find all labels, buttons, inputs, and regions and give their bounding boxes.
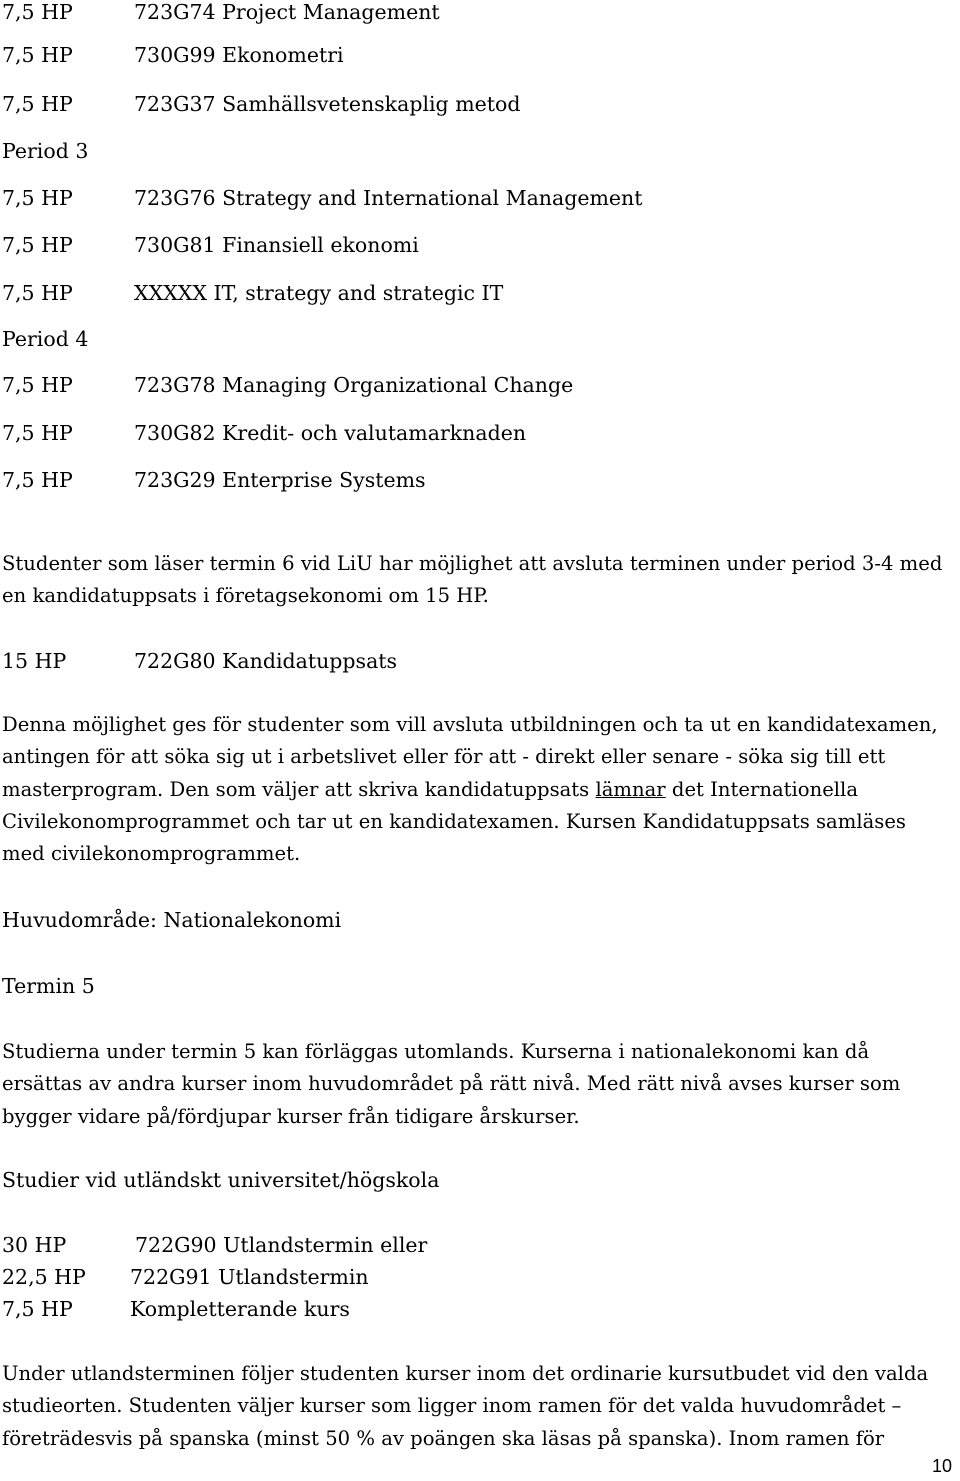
main-field-heading: Huvudområde: Nationalekonomi (2, 908, 342, 932)
period-heading: Period 3 (2, 139, 89, 163)
course-credits: 7,5 HP (2, 186, 73, 210)
course-title: 730G82 Kredit- och valutamarknaden (134, 421, 527, 445)
course-title: 730G81 Finansiell ekonomi (134, 233, 419, 257)
course-credits: 7,5 HP (2, 1297, 73, 1321)
course-title: 722G80 Kandidatuppsats (134, 649, 398, 673)
semester-5-heading: Termin 5 (2, 974, 95, 998)
semester-5-paragraph: Studierna under termin 5 kan förläggas utomlands. Kurserna i nationalekonomi kan då ersättas av andra kurser inom huvudområdet på rätt nivå. Med rätt nivå avses kurser som bygger vidare på/fördjupar kurser från tidigare årskurser. (2, 1040, 901, 1128)
course-title: XXXXX IT, strategy and strategic IT (134, 281, 504, 305)
course-title: 723G29 Enterprise Systems (134, 468, 426, 492)
kandidat-description-paragraph (2, 709, 952, 870)
course-title: 723G74 Project Management (134, 0, 440, 24)
course-credits: 7,5 HP (2, 468, 73, 492)
text-segment: det Internationella Civilekonomprogrammet och tar ut en kandidatexamen. Kursen Kandidatuppsats samläses med civilekonomprogrammet. (2, 777, 906, 866)
course-credits: 15 HP (2, 649, 67, 673)
course-title: 723G76 Strategy and International Management (134, 186, 643, 210)
kandidat-course-row (2, 646, 602, 676)
text-segment: Denna möjlighet ges för studenter som vill avsluta utbildningen och ta ut en kandidatexamen, antingen för att söka sig ut i arbetslivet eller för att - direkt eller senare - söka sig till ett masterprogram. Den som väljer att skriva kandidatuppsats (2, 713, 938, 801)
abroad-paragraph: Under utlandsterminen följer studenten kurser inom det ordinarie kursutbudet vid den valda studieorten. Studenten väljer kurser som ligger inom ramen för det valda huvudområdet – företrädesvis på spanska (minst 50 % av poängen ska läsas på spanska). Inom ramen för (2, 1362, 929, 1450)
course-credits: 30 HP (2, 1233, 67, 1257)
course-credits: 7,5 HP (2, 281, 73, 305)
kandidat-intro-paragraph: Studenter som läser termin 6 vid LiU har möjlighet att avsluta terminen under period 3-4 med en kandidatuppsats i företagsekonomi om 15 HP. (2, 552, 943, 608)
course-title: Kompletterande kurs (130, 1297, 350, 1321)
period-heading: Period 4 (2, 327, 89, 351)
course-credits: 7,5 HP (2, 233, 73, 257)
underlined-word: lämnar (595, 777, 666, 801)
course-title: 722G90 Utlandstermin eller (135, 1233, 428, 1257)
course-title: 722G91 Utlandstermin (130, 1265, 369, 1289)
course-credits: 7,5 HP (2, 0, 73, 24)
course-title: 723G37 Samhällsvetenskaplig metod (134, 92, 521, 116)
course-credits: 22,5 HP (2, 1265, 86, 1289)
course-title: 723G78 Managing Organizational Change (134, 373, 574, 397)
course-credits: 7,5 HP (2, 373, 73, 397)
course-credits: 7,5 HP (2, 421, 73, 445)
course-title: 730G99 Ekonometri (134, 43, 344, 67)
course-credits: 7,5 HP (2, 92, 73, 116)
abroad-studies-heading: Studier vid utländskt universitet/högskola (2, 1168, 440, 1192)
page-number: 10 (931, 1456, 952, 1476)
course-credits: 7,5 HP (2, 43, 73, 67)
